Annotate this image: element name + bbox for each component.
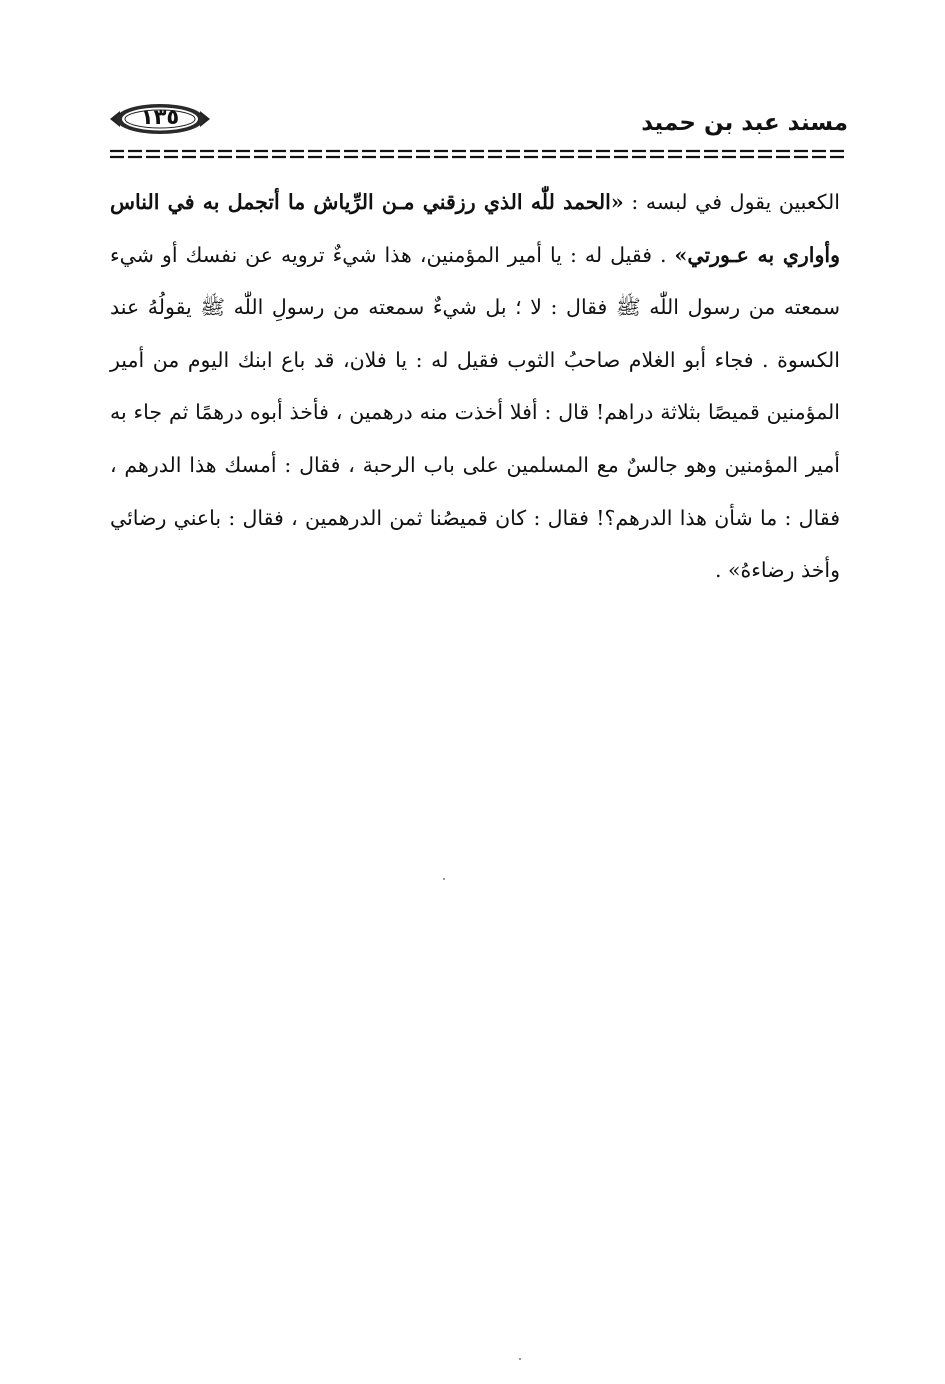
page-number: ١٣٥ [140, 105, 180, 129]
paragraph-rest: . فقيل له : يا أمير المؤمنين، هذا شيءٌ ترويه عن نفسك أو شيء سمعته من رسول اللّٰه ﷺ فقال : لا ؛ بل شيءٌ سمعته من رسولِ اللّٰه ﷺ يقولُهُ عند الكسوة . فجاء أبو الغلام صاحبُ الثوب فقيل له : يا فلان، قد باع ابنك اليوم من أمير المؤمنين قميصًا بثلاثة دراهم! قال : أفلا أخذت منه درهمين ، فأخذ أبوه درهمًا ثم جاء به أمير المؤمنين وهو جالسٌ مع المسلمين على باب الرحبة ، فقال : أمسك هذا الدرهم ، فقال : ما شأن هذا الدرهم؟! فقال : كان قميصُنا ثمن الدرهمين ، فقال : باعني رضائي وأخذ رضاءهُ» . [110, 242, 840, 583]
scan-speck [443, 878, 445, 880]
main-paragraph [110, 176, 840, 597]
scan-speck [519, 1358, 521, 1360]
header-divider [110, 148, 846, 160]
page-number-badge [108, 102, 212, 136]
paragraph-intro: الكعبين يقول في لبسه : [631, 190, 840, 214]
book-title: مسند عبد بن حميد [641, 110, 848, 136]
prayer-quote: «الحمد للّٰه الذي رزقني مـن الرِّياش ما أتجمل به في الناس وأواري به عـورتي» [110, 190, 840, 267]
page-header [108, 98, 848, 148]
